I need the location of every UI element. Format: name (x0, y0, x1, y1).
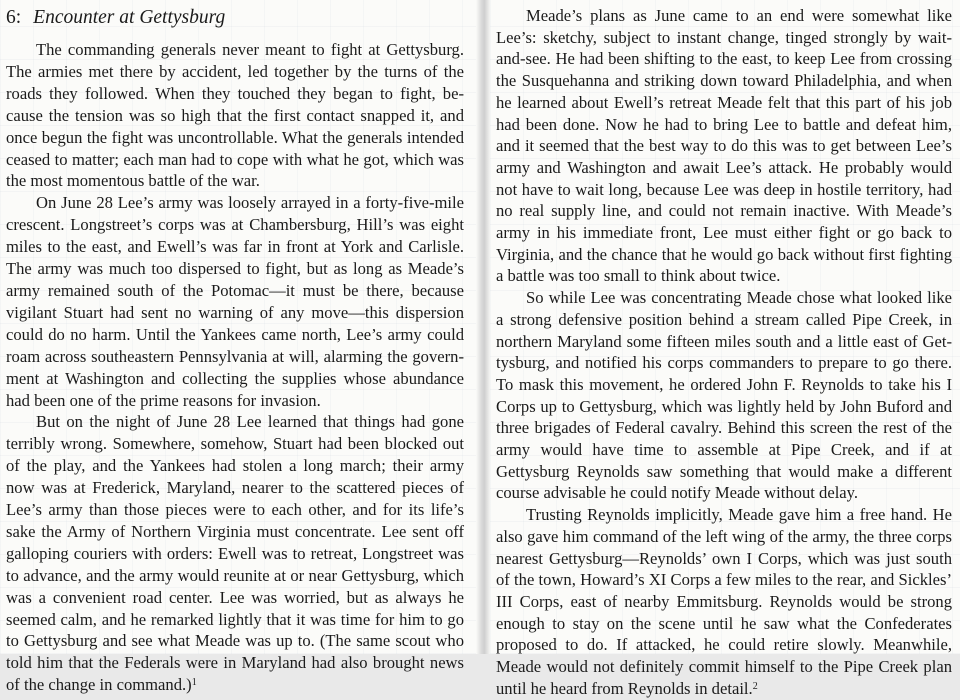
chapter-number: 6: (6, 7, 22, 28)
paragraph: But on the night of June 28 Lee learned that things had gone terribly wrong. Somewhere, somehow, Stuart had been blocked out of the play, and the Yankees had stolen a long march; their army now was at Frederick, Maryland, nearer to the scattered pieces of Lee’s army than those pieces were to each other, and for its life’s sake the Army of Northern Virginia must concentrate. Lee sent off galloping couriers with orders: Ewell was to retreat, Longstreet was to advance, and the army would reunite at or near Gettysburg, which was a convenient road center. Lee was worried, but as always he seemed calm, and he remarked lightly that it was time for him to go to Gettysburg and see what Meade was up to. (The same scout who told him that the Federals were in Maryland had also brought news of the change in command.)$^1$ (6, 412, 464, 695)
paragraph: Trusting Reynolds implicitly, Meade gave him a free hand. He also gave him command of the left wing of the army, the three corps nearest Gettysburg—Reynolds’ own I Corps, which was just south of the town, Howard’s XI Corps a few miles to the rear, and Sickles’ III Corps, east of nearby Emmitsburg. Reynolds would be strong enough to stay on the scene until he saw what the Confederates proposed to do. If attacked, he could retire slowly. Meanwhile, Meade would not definitely commit himself to the Pipe Creek plan until he heard from Reynolds in detail.$^2$ (496, 505, 952, 698)
paragraph: On June 28 Lee’s army was loosely arrayed in a forty-five-mile crescent. Longstreet’s corps was at Chambersburg, Hill’s was eight miles to the east, and Ewell’s was far in front at York and Carlisle. The army was much too dispersed to fight, but as long as Meade’s army remained south of the Potomac—it must be there, because vigilant Stuart had sent no warning of any move—this dispersion could do no harm. Until the Yankees came north, Lee’s army could roam across southeastern Pennsylvania at will, alarming the government at Washington and collecting the supplies whose abundance had been one of the prime reasons for invasion. (6, 193, 464, 410)
paragraph: Meade’s plans as June came to an end were somewhat like Lee’s: sketchy, subject to instant change, tinged strongly by wait-and-see. He had been shifting to the east, to keep Lee from crossing the Susquehanna and striking down toward Philadelphia, and when he learned about Ewell’s retreat Meade felt that this part of his job had been done. Now he had to bring Lee to battle and defeat him, and it seemed that the best way to do this was to get between Lee’s army and Washington and await Lee’s attack. He probably would not have to wait long, because Lee was deep in hostile territory, had no real supply line, and could not remain inactive. With Meade’s army in his immediate front, Lee must either fight or go back to Virginia, and the chance that he would go back without first fighting a battle was too small to think about twice. (496, 6, 952, 286)
chapter-header (6, 5, 464, 31)
chapter-title: Encounter at Gettysburg (33, 7, 226, 28)
book-gutter (476, 0, 490, 654)
paragraph: So while Lee was concentrating Meade chose what looked like a strong defensive position behind a stream called Pipe Creek, in northern Maryland some fifteen miles south and a little east of Gettysburg, and notified his corps commanders to prepare to go there. To mask this movement, he ordered John F. Reynolds to take his I Corps up to Gettysburg, which was lightly held by John Buford and three brigades of Federal cavalry. Behind this screen the rest of the army would have time to assemble at Pipe Creek, and if at Gettysburg Reynolds saw something that would make a different course advisable he could notify Meade without delay. (496, 288, 952, 503)
left-page (0, 0, 476, 695)
footnote-marker: 2 (752, 680, 758, 692)
paragraph: The commanding generals never meant to fight at Gettysburg. The armies met there by accident, led together by the turns of the roads they followed. When they touched they began to fight, because the tension was so high that the first contact snapped it, and once begun the fight was uncontrollable. What the generals intended ceased to matter; each man had to cope with what he got, which was the most momentous battle of the war. (6, 40, 464, 191)
right-page (490, 0, 960, 698)
footnote-marker: 1 (191, 677, 197, 689)
